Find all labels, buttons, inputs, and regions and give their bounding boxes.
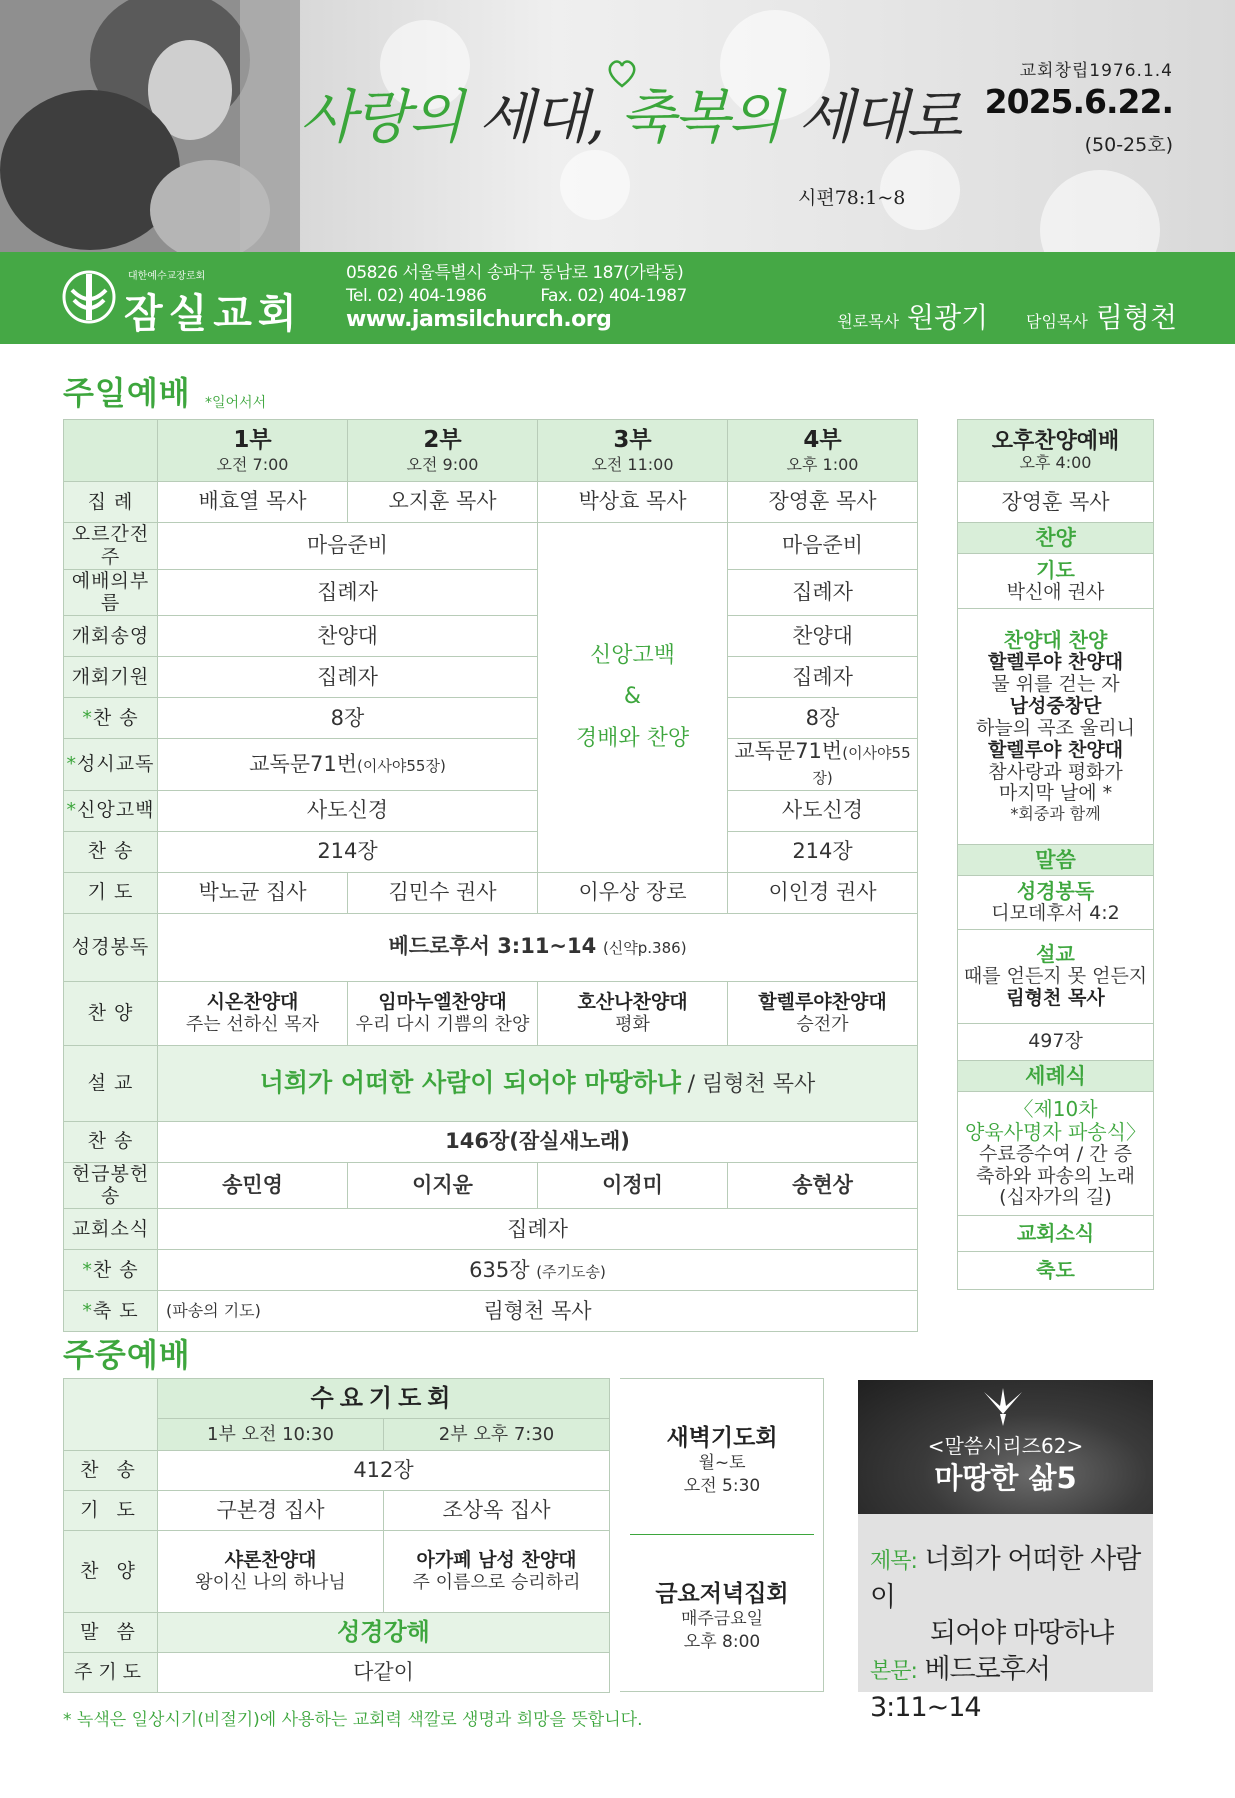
table-row <box>64 482 918 523</box>
heart-icon <box>605 58 639 88</box>
wed-lords-prayer: 다같이 <box>158 1653 610 1693</box>
creed-12: 사도신경 <box>158 790 538 831</box>
series-body <box>870 1542 1150 1726</box>
hymn3: 146장(잠실새노래) <box>158 1121 918 1162</box>
choir-3: 호산나찬양대 평화 <box>538 981 728 1045</box>
responsive-12: 교독문71번(이사야55장) <box>158 739 538 790</box>
row-label: 찬 송 <box>64 1451 158 1491</box>
third-service-block <box>538 523 728 873</box>
row-label: 찬 양 <box>64 1531 158 1613</box>
afternoon-benediction: 축도 <box>958 1252 1154 1290</box>
church-logo-icon <box>62 268 116 326</box>
subject-label: 제목: <box>870 1549 917 1574</box>
table-row <box>64 790 918 831</box>
slogan-part2: 세대, <box>478 83 604 151</box>
afternoon-scripture: 성경봉독 디모데후서 4:2 <box>958 876 1154 930</box>
row-label: *찬 송 <box>64 1250 158 1291</box>
table-row <box>958 876 1154 930</box>
hymn2-12: 214장 <box>158 831 538 872</box>
issue-number: (50-25호) <box>1084 134 1173 156</box>
table-row <box>958 1024 1154 1061</box>
call-12: 집례자 <box>158 569 538 616</box>
row-label: 교회소식 <box>64 1209 158 1250</box>
embracing-people-photo <box>0 0 300 252</box>
slogan-part1: 사랑의 <box>300 83 463 151</box>
service-5: 오후찬양예배 오후 4:00 <box>958 420 1154 482</box>
row-label: 주기도 <box>64 1653 158 1693</box>
table-row <box>958 1092 1154 1216</box>
table-row <box>64 1209 918 1250</box>
table-row <box>64 981 918 1045</box>
presider-2: 오지훈 목사 <box>348 482 538 523</box>
table-row <box>64 523 918 570</box>
slogan-part3: 축복의 <box>619 83 782 151</box>
offering-2: 이지윤 <box>348 1162 538 1209</box>
weekday-title: 주중예배 <box>63 1336 191 1374</box>
table-row <box>64 1491 610 1531</box>
table-row <box>64 872 918 913</box>
table-row <box>64 1291 918 1332</box>
offering-4: 송현상 <box>728 1162 918 1209</box>
subject-line1: 너희가 어떠한 사람이 <box>870 1544 1141 1613</box>
sermon: 너희가 어떠한 사람이 되어야 마땅하냐 / 림형천 목사 <box>158 1045 918 1121</box>
row-label: 헌금봉헌송 <box>64 1162 158 1209</box>
table-row <box>958 420 1154 482</box>
table-row <box>958 1252 1154 1290</box>
choir-2: 임마누엘찬양대 우리 다시 기쁨의 찬양 <box>348 981 538 1045</box>
afternoon-word: 말씀 <box>958 845 1154 876</box>
senior-title: 담임목사 <box>1026 312 1088 331</box>
table-row <box>64 420 918 482</box>
organ-12: 마음준비 <box>158 523 538 570</box>
service-3: 3부 오전 11:00 <box>538 420 728 482</box>
table-row <box>64 569 918 616</box>
opening-prayer-4: 집례자 <box>728 657 918 698</box>
pastors <box>837 296 1177 336</box>
friday-service: 금요저녁집회 매주금요일 오후 8:00 <box>655 1581 789 1652</box>
table-row <box>64 1162 918 1209</box>
table-row <box>64 831 918 872</box>
prayer-3: 이우상 장로 <box>538 872 728 913</box>
responsive-4: 교독문71번(이사야55장) <box>728 739 918 790</box>
creed-praise: 신앙고백 & 경배와 찬양 <box>575 642 690 752</box>
wed-hymn: 412장 <box>158 1451 610 1491</box>
presider-3: 박상효 목사 <box>538 482 728 523</box>
afternoon-ceremony: 세례식 <box>958 1061 1154 1092</box>
church-info-band <box>0 252 1235 344</box>
dawn-prayer: 새벽기도회 월~토 오전 5:30 <box>666 1425 778 1496</box>
creed-4: 사도신경 <box>728 790 918 831</box>
service-1: 1부 오전 7:00 <box>158 420 348 482</box>
sunday-order-table <box>63 419 918 1332</box>
row-label: 찬 양 <box>64 981 158 1045</box>
scripture: 베드로후서 3:11~14 (신약p.386) <box>158 913 918 981</box>
table-row <box>64 1451 610 1491</box>
row-label: 성경봉독 <box>64 913 158 981</box>
wed-time-1: 1부 오전 10:30 <box>158 1419 384 1451</box>
organ-4: 마음준비 <box>728 523 918 570</box>
table-row <box>64 913 918 981</box>
table-row <box>958 930 1154 1024</box>
phone-fax <box>346 285 687 308</box>
emeritus-name: 원광기 <box>907 301 989 334</box>
header-banner <box>0 0 1235 252</box>
table-row <box>958 1216 1154 1252</box>
table-row <box>64 616 918 657</box>
row-label: 찬 송 <box>64 1121 158 1162</box>
presider-1: 배효열 목사 <box>158 482 348 523</box>
table-row <box>64 1045 918 1121</box>
service-4: 4부 오후 1:00 <box>728 420 918 482</box>
service-2: 2부 오전 9:00 <box>348 420 538 482</box>
afternoon-news: 교회소식 <box>958 1216 1154 1252</box>
row-label: 말 씀 <box>64 1613 158 1653</box>
offering-3: 이정미 <box>538 1162 728 1209</box>
table-row <box>64 1250 918 1291</box>
table-row <box>64 1613 610 1653</box>
choir-1: 시온찬양대 주는 선하신 목자 <box>158 981 348 1045</box>
text-ref: 베드로후서3:11~14 <box>870 1654 1050 1723</box>
sunday-title: 주일예배 <box>63 374 191 412</box>
slogan-part4: 세대로 <box>798 83 961 151</box>
afternoon-hymn: 497장 <box>958 1024 1154 1061</box>
afternoon-ordination: 〈제10차 양육사명자 파송식〉 수료증수여 / 간 증 축하와 파송의 노래 (십자가의 길) <box>958 1092 1154 1216</box>
church-website[interactable]: www.jamsilchurch.org <box>346 307 612 332</box>
row-label: *성시교독 <box>64 739 158 790</box>
afternoon-praise: 찬양 <box>958 523 1154 554</box>
afternoon-service-table <box>957 419 1154 1290</box>
sermon-series-card <box>858 1380 1153 1723</box>
choir-4: 할렐루야찬양대 승전가 <box>728 981 918 1045</box>
standing-note: *일어서서 <box>205 395 267 411</box>
header-blank <box>64 420 158 482</box>
row-label: 개회송영 <box>64 616 158 657</box>
wed-time-2: 2부 오후 7:30 <box>384 1419 610 1451</box>
call-4: 집례자 <box>728 569 918 616</box>
church-tel: Tel. 02) 404-1986 <box>346 286 487 306</box>
emeritus-title: 원로목사 <box>837 312 900 331</box>
afternoon-sermon: 설교 때를 얻든지 못 얻든지 림형천 목사 <box>958 930 1154 1024</box>
bible-verse: 시편78:1~8 <box>798 187 906 209</box>
table-row <box>64 1379 610 1419</box>
opening-prayer-12: 집례자 <box>158 657 538 698</box>
divider <box>630 1534 814 1535</box>
hymn1-12: 8장 <box>158 698 538 739</box>
series-title: 마땅한 삶5 <box>934 1461 1077 1495</box>
bulletin-date: 2025.6.22. <box>984 82 1173 121</box>
presider-4: 장영훈 목사 <box>728 482 918 523</box>
presider-5: 장영훈 목사 <box>958 482 1154 523</box>
table-row <box>958 482 1154 523</box>
row-label: *찬 송 <box>64 698 158 739</box>
table-row <box>64 657 918 698</box>
row-label: 오르간전주 <box>64 523 158 570</box>
senior-name: 림형천 <box>1095 301 1177 334</box>
table-row <box>958 554 1154 609</box>
row-label: *신앙고백 <box>64 790 158 831</box>
church-contact <box>346 262 687 331</box>
prayer-4: 이인경 권사 <box>728 872 918 913</box>
afternoon-choirs: 찬양대 찬양 할렐루야 찬양대 물 위를 걷는 자 남성중창단 하늘의 곡조 울리니 할렐루야 찬양대 참사랑과 평화가 마지막 날에 * *회중과 함께 <box>958 609 1154 845</box>
wed-prayer-2: 조상옥 집사 <box>384 1491 610 1531</box>
series-kicker: <말씀시리즈62> <box>927 1434 1084 1458</box>
table-row <box>958 1061 1154 1092</box>
color-footnote: * 녹색은 일상시기(비절기)에 사용하는 교회력 색깔로 생명과 희망을 뜻합니다. <box>63 1710 643 1730</box>
prayer-1: 박노균 집사 <box>158 872 348 913</box>
hymn1-4: 8장 <box>728 698 918 739</box>
table-row <box>958 609 1154 845</box>
row-label: 예배의부름 <box>64 569 158 616</box>
opening-song-12: 찬양대 <box>158 616 538 657</box>
table-row <box>64 698 918 739</box>
row-label: 기 도 <box>64 872 158 913</box>
wed-prayer-1: 구본경 집사 <box>158 1491 384 1531</box>
series-photo <box>858 1380 1153 1514</box>
offering-1: 송민영 <box>158 1162 348 1209</box>
row-label: 찬 송 <box>64 831 158 872</box>
benediction: (파송의 기도) 림형천 목사 <box>158 1291 918 1332</box>
bird-icon <box>978 1384 1028 1428</box>
table-row <box>64 1121 918 1162</box>
table-row <box>64 1531 610 1613</box>
denomination: 대한예수교장로회 <box>128 271 206 282</box>
hymn4: 635장 (주기도송) <box>158 1250 918 1291</box>
church-address: 05826 서울특별시 송파구 동남로 187(가락동) <box>346 263 684 283</box>
opening-song-4: 찬양대 <box>728 616 918 657</box>
founded-date: 교회창립1976.1.4 <box>1019 61 1173 81</box>
wed-choir-2: 아가페 남성 찬양대 주 이름으로 승리하리 <box>384 1531 610 1613</box>
wednesday-title: 수요기도회 <box>158 1379 610 1419</box>
church-fax: Fax. 02) 404-1987 <box>540 286 687 306</box>
other-services <box>620 1378 824 1692</box>
table-row <box>958 523 1154 554</box>
text-label: 본문: <box>870 1659 917 1684</box>
bokeh-light <box>560 150 630 220</box>
table-row <box>958 845 1154 876</box>
row-label: 기 도 <box>64 1491 158 1531</box>
wednesday-table <box>63 1378 610 1693</box>
church-name: 잠실교회 <box>124 291 303 337</box>
news: 집례자 <box>158 1209 918 1250</box>
prayer-2: 김민수 권사 <box>348 872 538 913</box>
table-row <box>64 1653 610 1693</box>
row-label: *축 도 <box>64 1291 158 1332</box>
subject-line2: 되어야 마땅하냐 <box>930 1618 1114 1649</box>
table-row <box>64 739 918 790</box>
row-label: 개회기원 <box>64 657 158 698</box>
row-label: 집 례 <box>64 482 158 523</box>
header-blank <box>64 1379 158 1451</box>
row-label: 설 교 <box>64 1045 158 1121</box>
hymn2-4: 214장 <box>728 831 918 872</box>
afternoon-prayer: 기도 박신애 권사 <box>958 554 1154 609</box>
wed-word: 성경강해 <box>158 1613 610 1653</box>
wed-choir-1: 샤론찬양대 왕이신 나의 하나님 <box>158 1531 384 1613</box>
